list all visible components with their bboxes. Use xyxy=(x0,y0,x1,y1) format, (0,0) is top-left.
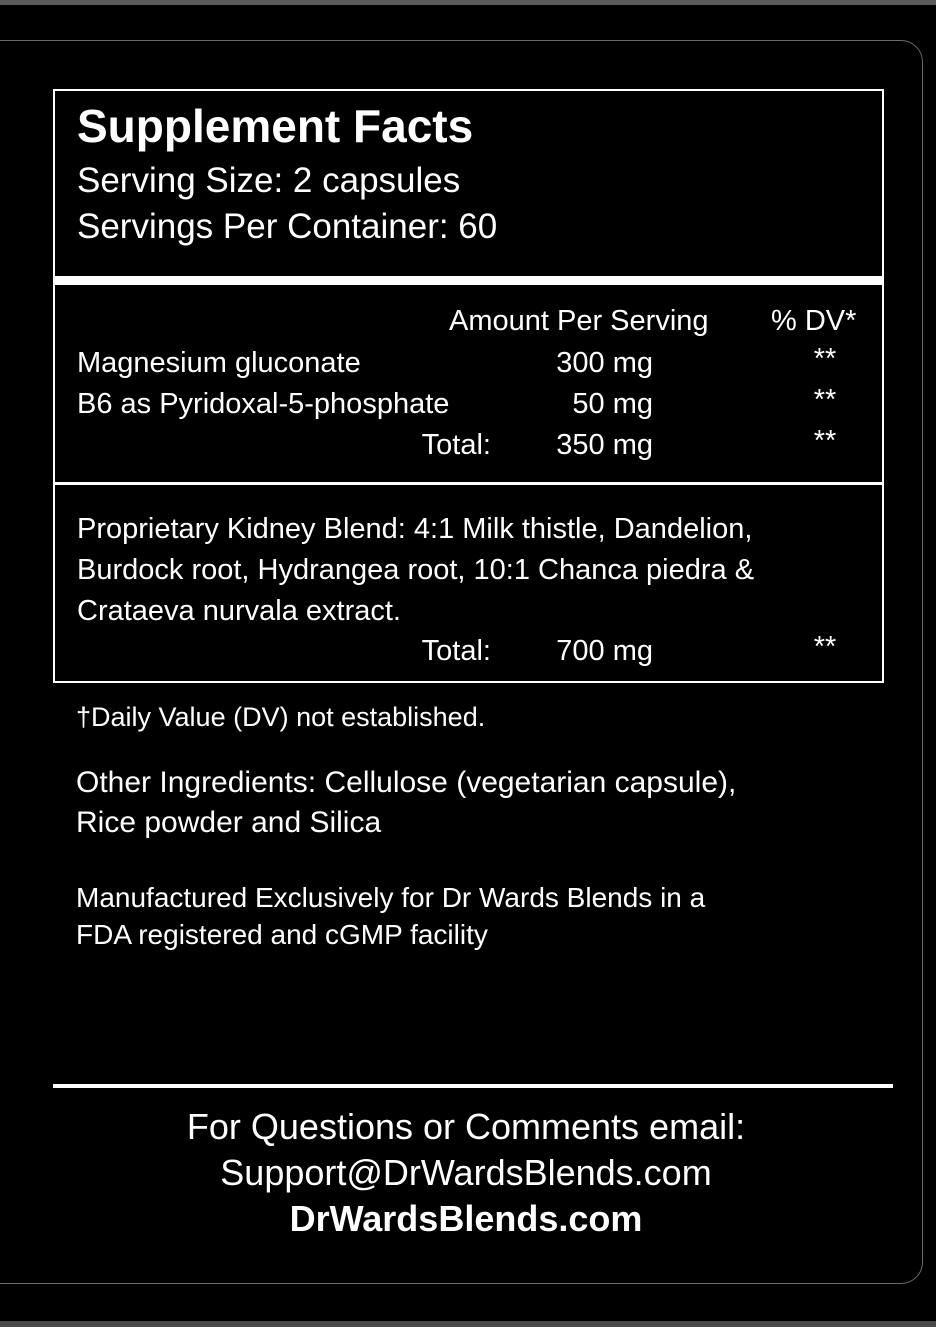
blend-total-amount: 700 mg xyxy=(556,635,653,667)
total-dv: ** xyxy=(813,425,837,457)
amount-per-serving-header: Amount Per Serving xyxy=(449,305,709,337)
facts-title: Supplement Facts xyxy=(77,100,474,152)
thick-divider xyxy=(55,276,882,285)
total-amount: 350 mg xyxy=(556,429,653,461)
top-edge xyxy=(0,0,936,5)
proprietary-blend: Proprietary Kidney Blend: 4:1 Milk thistle, Dandelion, Burdock root, Hydrangea root, 10:1 Chanca piedra & Crataeva nurvala extract. xyxy=(77,513,755,627)
total-label: Total: xyxy=(421,429,491,461)
dv-header: % DV* xyxy=(771,305,857,337)
ingredient-amount: 50 mg xyxy=(572,388,653,420)
manufacturer-note: FDA registered and cGMP facility xyxy=(76,919,488,950)
contact-prompt: For Questions or Comments email: xyxy=(186,1106,746,1147)
other-ingredients: Rice powder and Silica xyxy=(76,806,382,839)
supplement-facts-box xyxy=(53,89,884,683)
bottom-edge xyxy=(0,1321,936,1327)
ingredient-name: Magnesium gluconate xyxy=(77,347,361,379)
ingredient-dv: ** xyxy=(813,343,837,375)
blend-total-dv: ** xyxy=(813,631,837,663)
ingredient-dv: ** xyxy=(813,384,837,416)
daily-value-note: †Daily Value (DV) not established. xyxy=(76,702,486,732)
servings-per-container: Servings Per Container: 60 xyxy=(77,207,498,246)
other-ingredients: Other Ingredients: Cellulose (vegetarian capsule), xyxy=(76,766,737,799)
website: DrWardsBlends.com xyxy=(289,1198,643,1239)
footer-divider xyxy=(53,1084,893,1088)
blend-total-label: Total: xyxy=(421,635,491,667)
ingredient-name: B6 as Pyridoxal-5-phosphate xyxy=(77,388,450,420)
manufacturer-note: Manufactured Exclusively for Dr Wards Blends in a xyxy=(76,882,706,913)
thin-divider xyxy=(55,482,882,485)
ingredient-amount: 300 mg xyxy=(556,347,653,379)
support-email: Support@DrWardsBlends.com xyxy=(220,1152,712,1193)
serving-size: Serving Size: 2 capsules xyxy=(77,161,461,200)
